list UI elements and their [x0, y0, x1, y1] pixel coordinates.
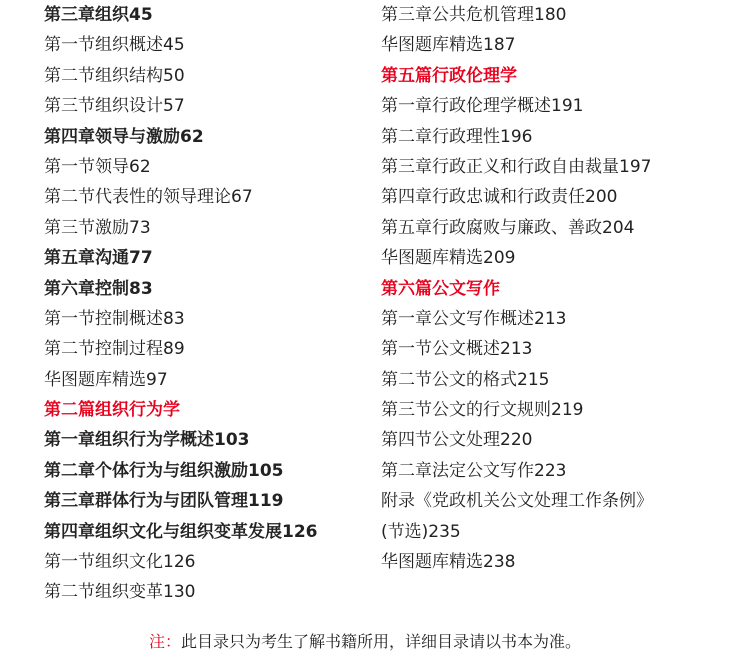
toc-chapter-heading: 第三章群体行为与团队管理119 [44, 491, 284, 512]
toc-entry: 第二节代表性的领导理论67 [44, 187, 253, 208]
toc-entry: 第二节控制过程89 [44, 339, 185, 360]
toc-entry: 第三节公文的行文规则219 [381, 400, 584, 421]
toc-chapter-heading: 第三章组织45 [44, 5, 153, 25]
toc-entry: (节选)235 [381, 521, 461, 542]
toc-part-heading: 第五篇行政伦理学 [381, 65, 517, 86]
toc-chapter-heading: 第四章组织文化与组织变革发展126 [44, 521, 318, 542]
toc-chapter-heading: 第二章个体行为与组织激励105 [44, 460, 284, 481]
footnote-text: 此目录只为考生了解书籍所用，详细目录请以书本为准。 [181, 632, 582, 651]
toc-entry: 第二节组织结构50 [44, 65, 185, 86]
toc-entry: 华图题库精选97 [44, 369, 168, 390]
toc-entry: 第一章公文写作概述213 [381, 308, 567, 329]
toc-left-column [44, 0, 364, 608]
toc-entry: 第一章行政伦理学概述191 [381, 96, 584, 117]
toc-entry: 华图题库精选187 [381, 35, 516, 56]
toc-entry: 第一节控制概述83 [44, 308, 185, 329]
toc-entry: 附录《党政机关公文处理工作条例》 [381, 491, 653, 512]
toc-entry: 第一节公文概述213 [381, 339, 533, 360]
toc-right-column [381, 0, 721, 577]
toc-part-heading: 第六篇公文写作 [381, 278, 500, 299]
toc-chapter-heading: 第六章控制83 [44, 278, 153, 299]
toc-entry: 第三章公共危机管理180 [381, 5, 567, 25]
toc-entry: 华图题库精选209 [381, 248, 516, 269]
toc-entry: 第三章行政正义和行政自由裁量197 [381, 156, 652, 177]
toc-chapter-heading: 第四章领导与激励62 [44, 126, 204, 147]
footnote-label: 注： [148, 632, 181, 651]
toc-entry: 第一节组织文化126 [44, 552, 196, 573]
toc-part-heading: 第二篇组织行为学 [44, 400, 180, 421]
toc-entry: 第一节组织概述45 [44, 35, 185, 56]
toc-entry: 第四节公文处理220 [381, 430, 533, 451]
footnote [0, 630, 730, 654]
toc-entry: 华图题库精选238 [381, 552, 516, 573]
toc-chapter-heading: 第五章沟通77 [44, 248, 153, 269]
toc-entry: 第五章行政腐败与廉政、善政204 [381, 217, 635, 238]
toc-entry: 第二章法定公文写作223 [381, 460, 567, 481]
toc-entry: 第四章行政忠诚和行政责任200 [381, 187, 618, 208]
toc-entry: 第三节组织设计57 [44, 96, 185, 117]
toc-entry: 第一节领导62 [44, 156, 151, 177]
toc-entry: 第三节激励73 [44, 217, 151, 238]
toc-chapter-heading: 第一章组织行为学概述103 [44, 430, 250, 451]
toc-entry: 第二章行政理性196 [381, 126, 533, 147]
toc-entry: 第二节组织变革130 [44, 582, 196, 603]
toc-entry: 第二节公文的格式215 [381, 369, 550, 390]
